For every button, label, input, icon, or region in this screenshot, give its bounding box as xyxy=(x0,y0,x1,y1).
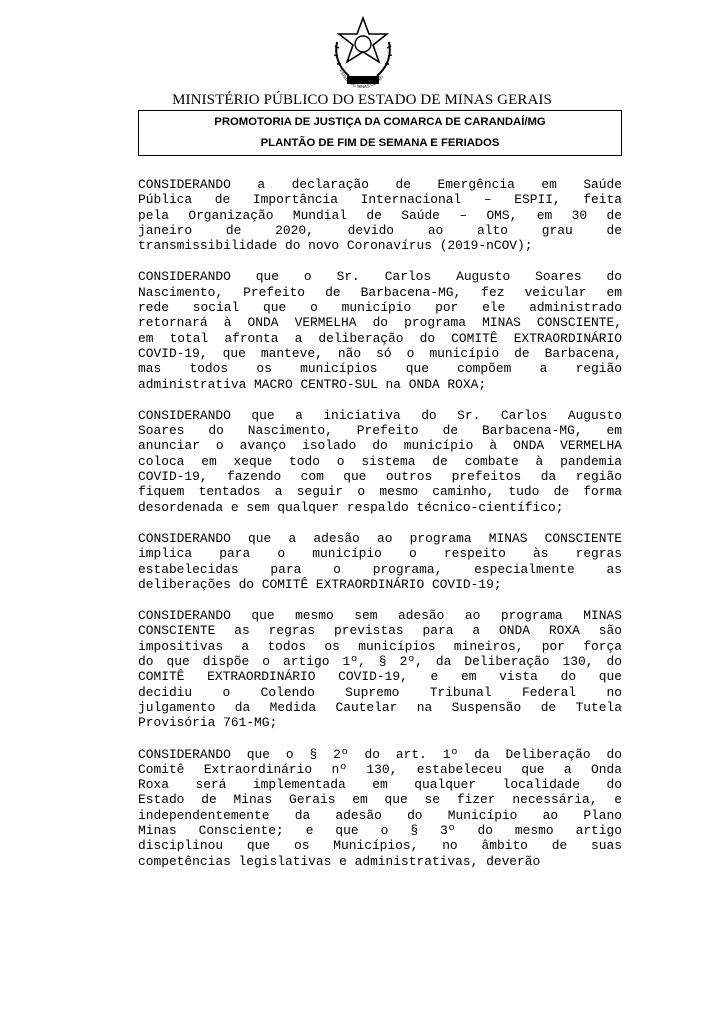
paragraph-line: decidiu o Colendo Supremo Tribunal Federal no xyxy=(138,684,622,700)
promotoria-header-box xyxy=(138,110,622,156)
paragraph-line: janeiro de 2020, devido ao alto grau de xyxy=(138,222,622,238)
paragraph-line: coloca em xeque todo o sistema de combate à pandemia xyxy=(138,453,622,469)
considerando-paragraph xyxy=(138,531,622,592)
paragraph-line: CONSIDERANDO que a iniciativa do Sr. Carlos Augusto xyxy=(138,407,622,423)
paragraph-line: do que dispõe o artigo 1º, § 2º, da Deliberação 130, do xyxy=(138,654,622,670)
state-coat-of-arms-seal xyxy=(329,14,397,90)
considerando-paragraph xyxy=(138,608,622,730)
considerando-paragraph xyxy=(138,408,622,515)
paragraph-line: desordenada e sem qualquer respaldo técnico-científico; xyxy=(138,499,564,515)
paragraph-line: CONSIDERANDO a declaração de Emergência em Saúde xyxy=(138,177,622,192)
paragraph-line: anunciar o avanço isolado do município à ONDA VERMELHA xyxy=(138,438,622,454)
paragraph-line: competências legislativas e administrativas, deverão xyxy=(138,853,541,869)
paragraph-line: CONSIDERANDO que a adesão ao programa MINAS CONSCIENTE xyxy=(138,530,622,546)
paragraph-line: CONSIDERANDO que o Sr. Carlos Augusto Soares do xyxy=(138,269,622,285)
paragraph-line: Pública de Importância Internacional – ESPII, feita xyxy=(138,192,622,208)
paragraph-line: CONSIDERANDO que o § 2º do art. 1º da Deliberação do xyxy=(138,746,622,762)
paragraph-line: COVID-19, fazendo com que outros prefeitos da região xyxy=(138,469,622,485)
paragraph-line: julgamento da Medida Cautelar na Suspensão de Tutela xyxy=(138,699,622,715)
considerando-paragraph xyxy=(138,177,622,253)
promotoria-name: PROMOTORIA DE JUSTIÇA DA COMARCA DE CARANDAÍ/MG xyxy=(214,116,546,128)
paragraph-line: pela Organização Mundial de Saúde – OMS, em 30 de xyxy=(138,207,622,223)
paragraph-line: Nascimento, Prefeito de Barbacena-MG, fez veicular em xyxy=(138,284,622,300)
paragraph-line: retornará à ONDA VERMELHA do programa MINAS CONSCIENTE, xyxy=(138,315,622,331)
considerando-paragraph xyxy=(138,269,622,391)
ministry-title: MINISTÉRIO PÚBLICO DO ESTADO DE MINAS GERAIS xyxy=(172,92,552,108)
paragraph-line: CONSCIENTE as regras previstas para a ONDA ROXA são xyxy=(138,623,622,639)
plantao-label: PLANTÃO DE FIM DE SEMANA E FERIADOS xyxy=(260,137,500,149)
document-body xyxy=(138,177,622,885)
paragraph-line: Soares do Nascimento, Prefeito de Barbacena-MG, em xyxy=(138,423,622,439)
paragraph-line: estabelecidas para o programa, especialmente as xyxy=(138,561,622,577)
paragraph-line: COVID-19, que manteve, não só o município de Barbacena, xyxy=(138,345,622,361)
paragraph-line: fiquem tentados a seguir o mesmo caminho, tudo de forma xyxy=(138,484,622,500)
paragraph-line: Roxa será implementada em qualquer localidade do xyxy=(138,777,622,793)
paragraph-line: rede social que o município por ele administrado xyxy=(138,300,622,316)
considerando-paragraph xyxy=(138,747,622,869)
paragraph-line: Provisória 761-MG; xyxy=(138,715,278,731)
paragraph-line: CONSIDERANDO que mesmo sem adesão ao programa MINAS xyxy=(138,608,622,624)
paragraph-line: COMITÊ EXTRAORDINÁRIO COVID-19, e em vista do que xyxy=(138,669,622,685)
paragraph-line: Comitê Extraordinário nº 130, estabeleceu que a Onda xyxy=(138,761,622,777)
paragraph-line: administrativa MACRO CENTRO-SUL na ONDA ROXA; xyxy=(138,376,487,392)
seal-text: ESTADO DE MINAS GERAIS xyxy=(338,68,385,90)
paragraph-line: deliberações do COMITÊ EXTRAORDINÁRIO COVID-19; xyxy=(138,576,502,592)
paragraph-line: implica para o município o respeito às regras xyxy=(138,546,622,562)
paragraph-line: disciplinou que os Municípios, no âmbito de suas xyxy=(138,838,622,854)
paragraph-line: impositivas a todos os municípios mineiros, por força xyxy=(138,638,622,654)
paragraph-line: Estado de Minas Gerais em que se fizer necessária, e xyxy=(138,792,622,808)
paragraph-line: independentemente da adesão do Município ao Plano xyxy=(138,807,622,823)
paragraph-line: em total afronta a deliberação do COMITÊ EXTRAORDINÁRIO xyxy=(138,330,622,346)
paragraph-line: mas todos os municípios que compõem a região xyxy=(138,361,622,377)
paragraph-line: transmissibilidade do novo Coronavírus (2019-nCOV); xyxy=(138,238,533,254)
paragraph-line: Minas Consciente; e que o § 3º do mesmo artigo xyxy=(138,822,622,838)
